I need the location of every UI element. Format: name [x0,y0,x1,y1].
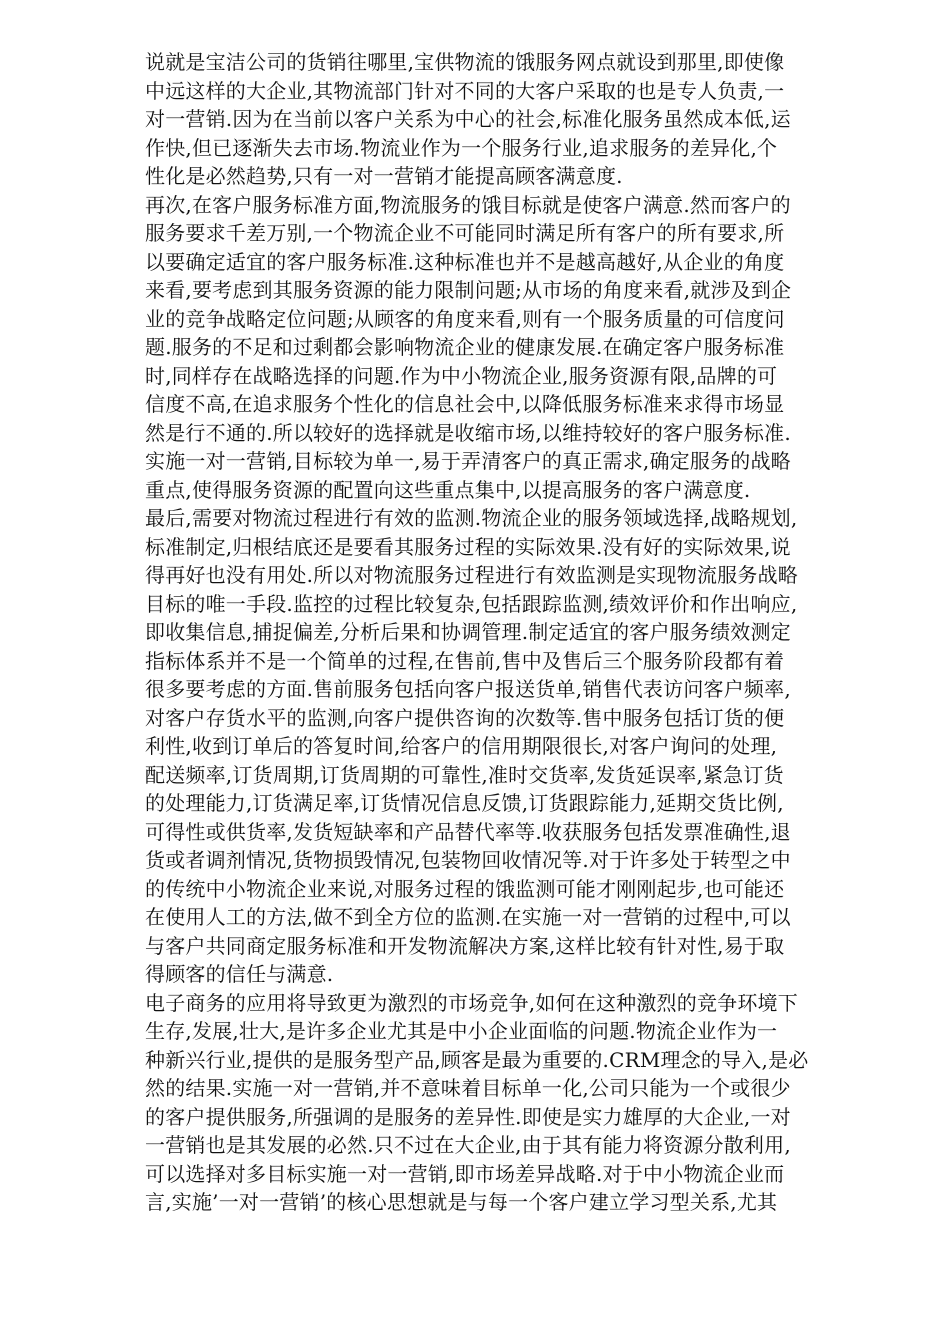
text-line: 对客户存货水平的监测,向客户提供咨询的次数等.售中服务包括订货的便 [145,705,785,730]
text-line: 货或者调剂情况,货物损毁情况,包装物回收情况等.对于许多处于转型之中 [145,848,791,872]
text-line: 业的竞争战略定位问题;从顾客的角度来看,则有一个服务质量的可信度问 [145,306,785,331]
text-line: 性化是必然趋势,只有一对一营销才能提高顾客满意度. [145,164,623,188]
text-line: 信度不高,在追求服务个性化的信息社会中,以降低服务标准来求得市场显 [145,392,785,416]
text-line: 指标体系并不是一个简单的过程,在售前,售中及售后三个服务阶段都有着 [145,648,785,673]
text-line: 的传统中小物流企业来说,对服务过程的饿监测可能才刚刚起步,也可能还 [145,876,785,901]
text-line: 说就是宝洁公司的货销往哪里,宝供物流的饿服务网点就设到那里,即使像 [145,50,785,74]
text-line: 与客户共同商定服务标准和开发物流解决方案,这样比较有针对性,易于取 [145,933,785,958]
text-line: 作快,但已逐渐失去市场.物流业作为一个服务行业,追求服务的差异化,个 [145,135,778,160]
text-line: 种新兴行业,提供的是服务型产品,顾客是最为重要的.CRM理念的导入,是必 [145,1047,809,1072]
body-text [145,48,885,1217]
text-line: 可得性或供货率,发货短缺率和产品替代率等.收获服务包括发票准确性,退 [145,819,791,844]
text-line: 中远这样的大企业,其物流部门针对不同的大客户采取的也是专人负责,一 [145,78,785,103]
text-line: 得再好也没有用处.所以对物流服务过程进行有效监测是实现物流服务战略 [145,563,798,587]
text-line: 然是行不通的.所以较好的选择就是收缩市场,以维持较好的客户服务标准. [145,420,791,445]
text-line: 即收集信息,捕捉偏差,分析后果和协调管理.制定适宜的客户服务绩效测定 [145,620,791,644]
text-line: 重点,使得服务资源的配置向这些重点集中,以提高服务的客户满意度. [145,477,751,502]
text-line: 对一营销.因为在当前以客户关系为中心的社会,标准化服务虽然成本低,运 [145,107,791,131]
text-line: 很多要考虑的方面.售前服务包括向客户报送货单,销售代表访问客户频率, [145,677,791,701]
text-line: 再次,在客户服务标准方面,物流服务的饿目标就是使客户满意.然而客户的 [145,192,791,217]
text-line: 电子商务的应用将导致更为激烈的市场竞争,如何在这种激烈的竞争环境下 [145,990,798,1015]
text-line: 来看,要考虑到其服务资源的能力限制问题;从市场的角度来看,就涉及到企 [145,278,792,302]
text-line: 实施一对一营销,目标较为单一,易于弄清客户的真正需求,确定服务的战略 [145,449,791,473]
text-line: 配送频率,订货周期,订货周期的可靠性,准时交货率,发货延误率,紧急订货 [145,762,784,787]
text-line: 得顾客的信任与满意. [145,962,334,986]
text-line: 的处理能力,订货满足率,订货情况信息反馈,订货跟踪能力,延期交货比例, [145,791,784,815]
text-line: 服务要求千差万别,一个物流企业不可能同时满足所有客户的所有要求,所 [145,221,785,245]
text-line: 的客户提供服务,所强调的是服务的差异性.即使是实力雄厚的大企业,一对 [145,1104,791,1129]
text-line: 生存,发展,壮大,是许多企业尤其是中小企业面临的问题.物流企业作为一 [145,1019,778,1043]
text-line: 可以选择对多目标实施一对一营销,即市场差异战略.对于中小物流企业而 [145,1161,785,1186]
text-line: 时,同样存在战略选择的问题.作为中小物流企业,服务资源有限,品牌的可 [145,363,778,388]
text-line: 言,实施’一对一营销’的核心思想就是与每一个客户建立学习型关系,尤其 [145,1190,778,1214]
text-line: 一营销也是其发展的必然.只不过在大企业,由于其有能力将资源分散利用, [145,1133,791,1157]
text-line: 最后,需要对物流过程进行有效的监测.物流企业的服务领域选择,战略规划, [145,506,798,530]
text-line: 然的结果.实施一对一营销,并不意味着目标单一化,公司只能为一个或很少 [145,1076,791,1100]
text-line: 以要确定适宜的客户服务标准.这种标准也并不是越高越好,从企业的角度 [145,249,785,274]
text-line: 目标的唯一手段.监控的过程比较复杂,包括跟踪监测,绩效评价和作出响应, [145,591,798,616]
text-line: 题.服务的不足和过剩都会影响物流企业的健康发展.在确定客户服务标准 [145,335,785,359]
text-line: 在使用人工的方法,做不到全方位的监测.在实施一对一营销的过程中,可以 [145,905,791,929]
text-line: 利性,收到订单后的答复时间,给客户的信用期限很长,对客户询问的处理, [145,734,778,758]
text-line: 标准制定,归根结底还是要看其服务过程的实际效果.没有好的实际效果,说 [145,534,791,559]
